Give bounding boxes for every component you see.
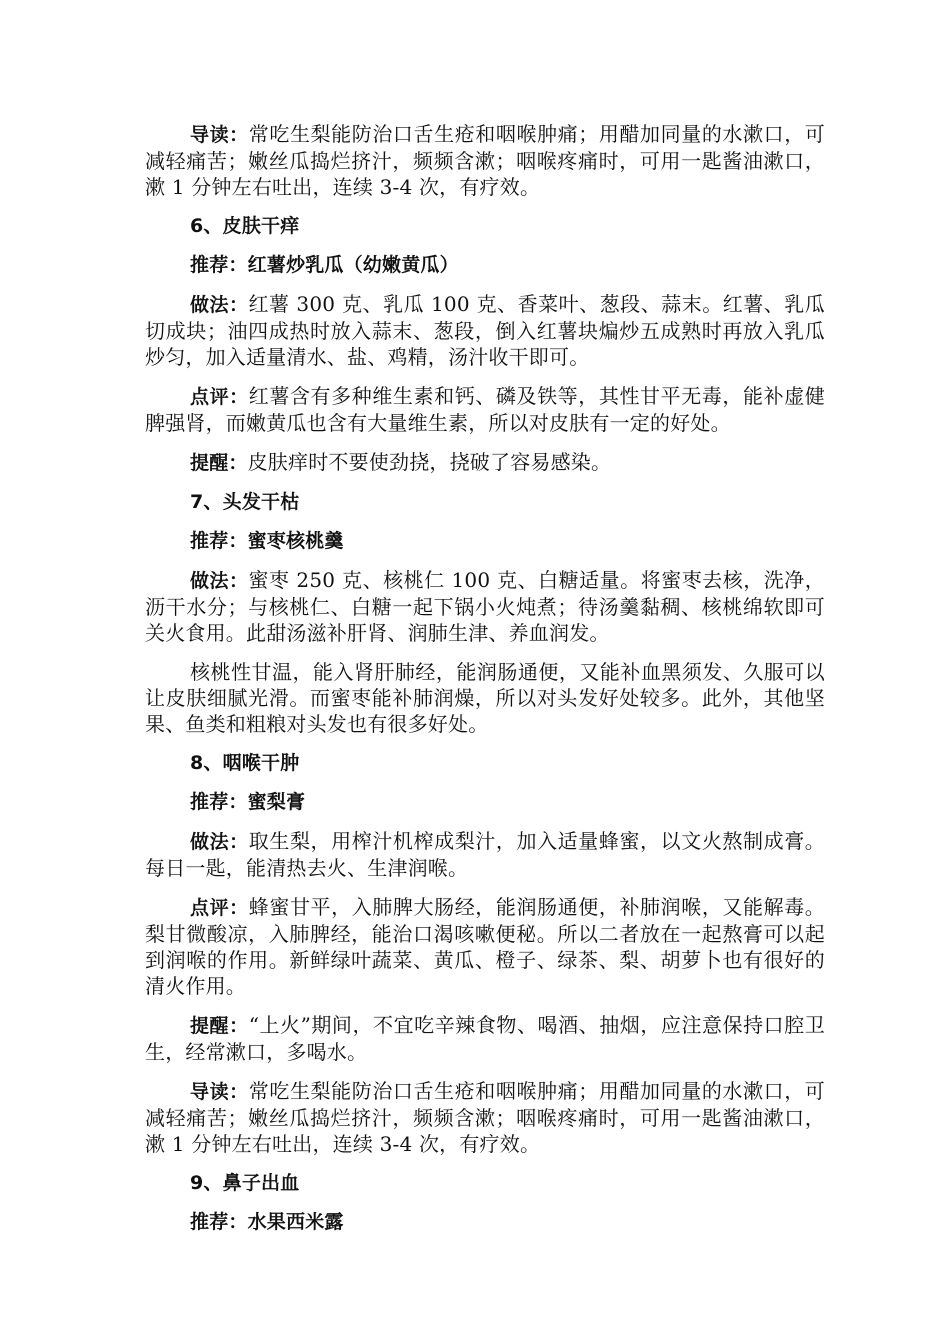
paragraph-text: 红薯 300 克、乳瓜 100 克、香菜叶、葱段、蒜末。红薯、乳瓜切成块；油四成热时放入蒜末、葱段，倒入红薯块煸炒五成熟时再放入乳瓜炒匀，加入适量清水、盐、鸡精，汤汁收干即可。 — [145, 292, 825, 369]
paragraph-label: 做法： — [190, 570, 249, 592]
method-paragraph — [145, 567, 825, 646]
paragraph-text: 取生梨，用榨汁机榨成梨汁，加入适量蜂蜜，以文火熬制成膏。每日一匙，能清热去火、生津润喉。 — [145, 829, 825, 880]
section-heading: 7、头发干枯 — [190, 491, 300, 513]
comment-paragraph — [145, 894, 825, 999]
comment-paragraph — [145, 383, 825, 436]
document-body — [145, 121, 825, 1248]
recommendation-heading: 推荐：蜜枣核桃羹 — [190, 530, 344, 552]
intro-paragraph — [145, 1078, 825, 1157]
paragraph-label: 做法： — [190, 831, 249, 853]
method-paragraph — [145, 828, 825, 881]
paragraph-label: 做法： — [190, 294, 249, 316]
paragraph-label: 导读： — [190, 124, 249, 146]
reminder-paragraph — [145, 1012, 825, 1065]
section-heading: 6、皮肤干痒 — [190, 215, 300, 237]
paragraph-label: 点评： — [190, 897, 249, 919]
body-paragraph: 核桃性甘温，能入肾肝肺经，能润肠通便，又能补血黑须发、久服可以让皮肤细腻光滑。而蜜枣能补肺润燥，所以对头发好处较多。此外，其他坚果、鱼类和粗粮对头发也有很多好处。 — [145, 660, 825, 736]
recommendation-heading: 推荐：蜜梨膏 — [190, 791, 306, 813]
paragraph-text: 红薯含有多种维生素和钙、磷及铁等，其性甘平无毒，能补虚健脾强肾，而嫩黄瓜也含有大量维生素，所以对皮肤有一定的好处。 — [145, 384, 825, 435]
paragraph-text: 皮肤痒时不要使劲挠，挠破了容易感染。 — [247, 450, 612, 474]
paragraph-text: 常吃生梨能防治口舌生疮和咽喉肿痛；用醋加同量的水漱口，可减轻痛苦；嫩丝瓜捣烂挤汁，频频含漱；咽喉疼痛时，可用一匙酱油漱口，漱 1 分钟左右吐出，连续 3-4 次，有疗效。 — [145, 122, 825, 199]
paragraph-label: 导读： — [190, 1081, 249, 1103]
section-heading: 9、鼻子出血 — [190, 1172, 300, 1194]
paragraph-text: 蜜枣 250 克、核桃仁 100 克、白糖适量。将蜜枣去核，洗净，沥干水分；与核桃仁、白糖一起下锅小火炖煮；待汤羹黏稠、核桃绵软即可关火食用。此甜汤滋补肝肾、润肺生津、养血润发。 — [145, 568, 825, 645]
method-paragraph — [145, 291, 825, 370]
recommendation-heading: 推荐：红薯炒乳瓜（幼嫩黄瓜） — [190, 254, 459, 276]
intro-paragraph — [145, 121, 825, 200]
reminder-paragraph — [145, 449, 825, 476]
paragraph-text: “上火”期间，不宜吃辛辣食物、喝酒、抽烟，应注意保持口腔卫生，经常漱口，多喝水。 — [145, 1013, 825, 1064]
paragraph-label: 提醒： — [190, 1015, 249, 1037]
paragraph-text: 蜂蜜甘平，入肺脾大肠经，能润肠通便，补肺润喉，又能解毒。梨甘微酸凉，入肺脾经，能治口渴咳嗽便秘。所以二者放在一起熬膏可以起到润喉的作用。新鲜绿叶蔬菜、黄瓜、橙子、绿茶、梨、胡萝卜也有很好的清火作用。 — [145, 895, 825, 998]
paragraph-text: 常吃生梨能防治口舌生疮和咽喉肿痛；用醋加同量的水漱口，可减轻痛苦；嫩丝瓜捣烂挤汁，频频含漱；咽喉疼痛时，可用一匙酱油漱口，漱 1 分钟左右吐出，连续 3-4 次，有疗效。 — [145, 1079, 825, 1156]
section-heading: 8、咽喉干肿 — [190, 752, 300, 774]
recommendation-heading: 推荐：水果西米露 — [190, 1211, 344, 1233]
paragraph-label: 点评： — [190, 386, 249, 408]
paragraph-label: 提醒： — [190, 452, 248, 474]
